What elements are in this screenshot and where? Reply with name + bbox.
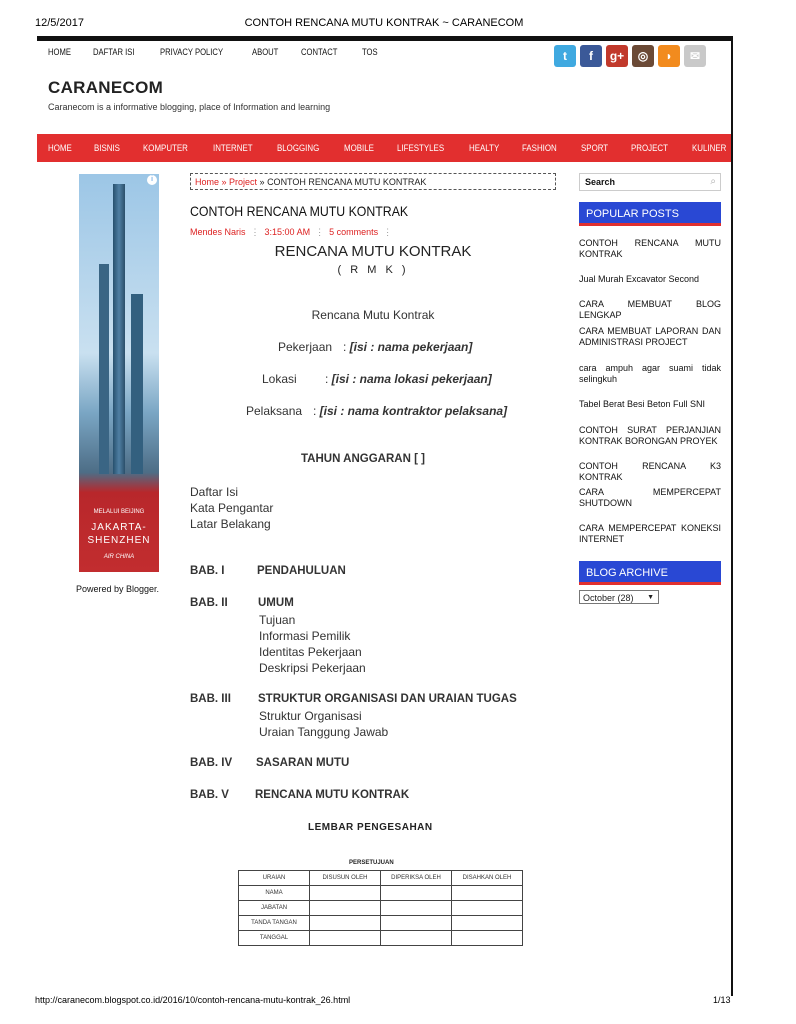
bab3-num: BAB. III	[190, 693, 231, 705]
popular-post-link[interactable]: CONTOH SURAT PERJANJIAN KONTRAK BORONGAN PROYEK	[579, 425, 721, 446]
top-nav	[48, 47, 398, 57]
table-head-cell: DIPERIKSA OLEH	[381, 871, 452, 886]
table-head-cell: URAIAN	[239, 871, 310, 886]
table-row-label: NAMA	[239, 886, 310, 901]
search-icon[interactable]: ⌕	[710, 176, 716, 187]
chevron-down-icon: ▼	[647, 594, 654, 601]
facebook-icon[interactable]: f	[580, 45, 602, 67]
main-nav-item-komputer[interactable]: KOMPUTER	[142, 143, 188, 153]
google-plus-icon[interactable]: g+	[606, 45, 628, 67]
intro-latar-belakang: Latar Belakang	[190, 517, 271, 531]
top-nav-privacy[interactable]: PRIVACY POLICY	[159, 47, 223, 57]
bab3-item: Uraian Tanggung Jawab	[259, 725, 389, 739]
field-pekerjaan-value: [isi : nama pekerjaan]	[349, 340, 473, 354]
instagram-icon[interactable]: ◎	[632, 45, 654, 67]
field-lokasi-label: Lokasi	[262, 372, 297, 386]
archive-selected: October (28)	[583, 593, 634, 603]
bab5-num: BAB. V	[190, 789, 229, 801]
table-head-cell: DISAHKAN OLEH	[452, 871, 523, 886]
field-lokasi-value: [isi : nama lokasi pekerjaan]	[331, 372, 492, 386]
persetujuan-label: PERSETUJUAN	[349, 860, 394, 866]
post-comments[interactable]: 5 comments	[329, 227, 379, 237]
approval-table	[238, 870, 523, 946]
field-pelaksana-value: [isi : nama kontraktor pelaksana]	[319, 404, 508, 418]
ad-banner[interactable]	[79, 174, 159, 572]
rss-icon[interactable]: ◗	[658, 45, 680, 67]
main-nav-item-mobile[interactable]: MOBILE	[343, 143, 374, 153]
bab4-num: BAB. IV	[190, 757, 233, 769]
breadcrumb: Home » Project » CONTOH RENCANA MUTU KONTRAK	[190, 173, 556, 190]
field-pekerjaan-label: Pekerjaan	[278, 340, 333, 354]
bab2-num: BAB. II	[190, 597, 228, 609]
bab3-items	[259, 708, 388, 740]
main-nav-item-kuliner[interactable]: KULINER	[691, 143, 727, 153]
popular-post-link[interactable]: cara ampuh agar suami tidak selingkuh	[579, 363, 721, 384]
intro-list	[190, 484, 273, 532]
tahun-anggaran: TAHUN ANGGARAN [ ]	[301, 453, 425, 465]
main-nav-item-home[interactable]: HOME	[48, 143, 72, 153]
main-nav-item-blogging[interactable]: BLOGGING	[276, 143, 319, 153]
bab3-title: STRUKTUR ORGANISASI DAN URAIAN TUGAS	[258, 693, 517, 705]
main-nav-item-healty[interactable]: HEALTY	[469, 143, 500, 153]
ad-line2: JAKARTA-	[91, 522, 147, 533]
search-placeholder: Search	[585, 177, 616, 187]
table-head-cell: DISUSUN OLEH	[310, 871, 381, 886]
ad-brand: AIR CHINA	[103, 554, 135, 560]
popular-posts-title: POPULAR POSTS	[579, 202, 721, 226]
email-icon[interactable]: ✉	[684, 45, 706, 67]
main-nav-item-lifestyles[interactable]: LIFESTYLES	[396, 143, 444, 153]
bab2-items	[259, 612, 366, 676]
print-page: 1/13	[713, 995, 731, 1005]
ad-line1: MELALUI BEIJING	[93, 509, 145, 515]
post-meta: Mendes Naris ⋮ 3:15:00 AM ⋮ 5 comments ⋮	[190, 227, 393, 237]
bab5-title: RENCANA MUTU KONTRAK	[255, 789, 410, 801]
bab4-title: SASARAN MUTU	[256, 757, 350, 769]
intro-kata-pengantar: Kata Pengantar	[190, 501, 274, 515]
ad-line3: SHENZHEN	[87, 535, 151, 546]
table-row-label: TANDA TANGAN	[239, 916, 310, 931]
ad-info-icon[interactable]: i	[147, 175, 157, 185]
top-nav-about[interactable]: ABOUT	[252, 47, 279, 57]
breadcrumb-current: CONTOH RENCANA MUTU KONTRAK	[267, 177, 427, 187]
main-nav-item-project[interactable]: PROJECT	[630, 143, 668, 153]
search-input[interactable]	[579, 173, 721, 191]
lembar-pengesahan: LEMBAR PENGESAHAN	[308, 822, 433, 833]
bab3-item: Struktur Organisasi	[259, 709, 362, 723]
main-nav-item-bisnis[interactable]: BISNIS	[94, 143, 120, 153]
table-row-label: TANGGAL	[239, 931, 310, 946]
archive-select[interactable]	[579, 590, 659, 604]
popular-post-link[interactable]: CARA MEMPERCEPAT KONEKSI INTERNET	[579, 523, 721, 544]
main-nav-item-internet[interactable]: INTERNET	[212, 143, 253, 153]
field-pelaksana-label: Pelaksana	[246, 404, 303, 418]
bab2-item: Informasi Pemilik	[259, 629, 351, 643]
main-nav-item-download[interactable]: DOWNLOAD	[749, 143, 796, 153]
bab1-num: BAB. I	[190, 565, 225, 577]
popular-post-link[interactable]: CONTOH RENCANA K3 KONTRAK	[579, 461, 721, 482]
top-nav-contact[interactable]: CONTACT	[301, 47, 338, 57]
main-nav-item-sport[interactable]: SPORT	[580, 143, 609, 153]
popular-post-link[interactable]: CARA MEMBUAT LAPORAN DAN ADMINISTRASI PROJECT	[579, 326, 721, 347]
print-date: 12/5/2017	[35, 17, 84, 29]
bab2-title: UMUM	[258, 597, 294, 609]
doc-label: Rencana Mutu Kontrak	[311, 308, 435, 322]
top-nav-home[interactable]: HOME	[48, 47, 71, 57]
post-title: CONTOH RENCANA MUTU KONTRAK	[190, 203, 409, 219]
breadcrumb-category[interactable]: Project	[229, 177, 258, 187]
top-nav-tos[interactable]: TOS	[361, 47, 378, 57]
site-tagline: Caranecom is a informative blogging, place of Information and learning	[48, 102, 331, 112]
print-url: http://caranecom.blogspot.co.id/2016/10/contoh-rencana-mutu-kontrak_26.html	[35, 995, 351, 1005]
popular-post-link[interactable]: CONTOH RENCANA MUTU KONTRAK	[579, 238, 721, 259]
main-nav-item-fashion[interactable]: FASHION	[522, 143, 558, 153]
bab2-item: Identitas Pekerjaan	[259, 645, 362, 659]
popular-post-link[interactable]: CARA MEMPERCEPAT SHUTDOWN	[579, 487, 721, 508]
top-nav-daftar-isi[interactable]: DAFTAR ISI	[93, 47, 135, 57]
print-title: CONTOH RENCANA MUTU KONTRAK ~ CARANECOM	[244, 17, 524, 29]
post-author[interactable]: Mendes Naris	[190, 227, 246, 237]
bab2-item: Tujuan	[259, 613, 296, 627]
social-icons	[554, 45, 706, 67]
site-logo[interactable]: CARANECOM	[48, 78, 164, 97]
doc-heading: RENCANA MUTU KONTRAK	[274, 243, 472, 260]
bab2-item: Deskripsi Pekerjaan	[259, 661, 366, 675]
post-time[interactable]: 3:15:00 AM	[264, 227, 311, 237]
bab1-title: PENDAHULUAN	[257, 565, 346, 577]
popular-post-link[interactable]: CARA MEMBUAT BLOG LENGKAP	[579, 299, 721, 320]
table-row-label: JABATAN	[239, 901, 310, 916]
popular-post-link[interactable]: Jual Murah Excavator Second	[579, 274, 700, 284]
breadcrumb-home[interactable]: Home	[195, 177, 220, 187]
main-nav	[37, 134, 796, 162]
blog-archive-title: BLOG ARCHIVE	[579, 561, 721, 585]
powered-by: Powered by Blogger.	[76, 584, 160, 594]
doc-subheading: ( R M K )	[337, 264, 409, 276]
popular-post-link[interactable]: Tabel Berat Besi Beton Full SNI	[579, 399, 706, 409]
intro-daftar-isi: Daftar Isi	[190, 485, 239, 499]
twitter-icon[interactable]: t	[554, 45, 576, 67]
